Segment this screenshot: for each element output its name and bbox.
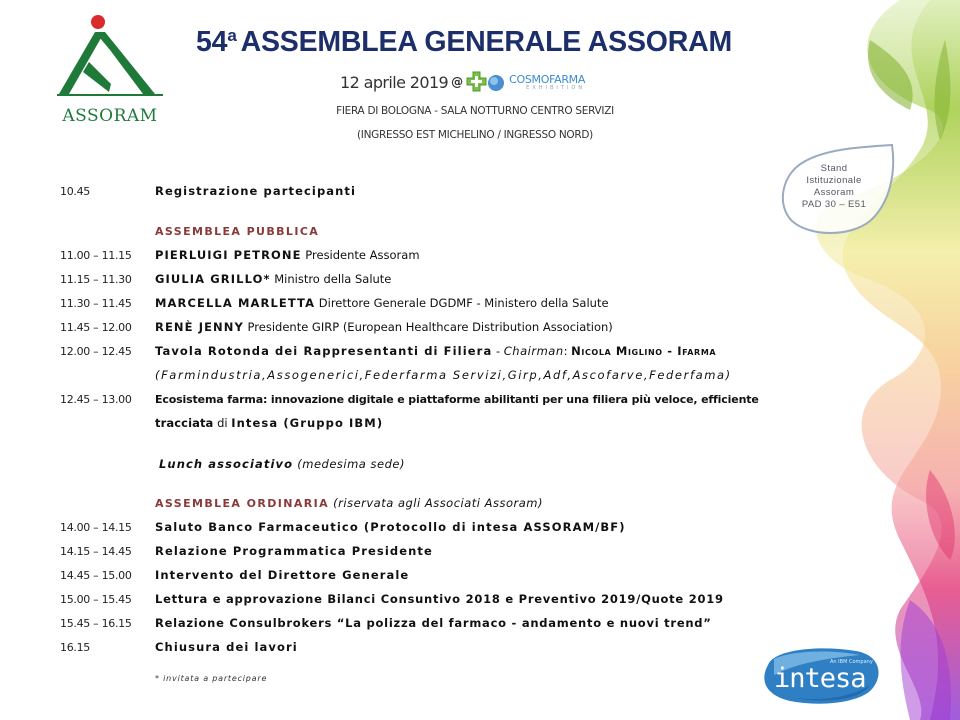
stand-line-2: Istituzionale [806,175,862,186]
lunch-note: (medesima sede) [293,457,405,471]
agenda-time: 12.45 – 13.00 [60,392,132,406]
at-symbol: @ [451,75,464,89]
agenda-time: 11.15 – 11.30 [60,272,132,286]
title-text: ASSEMBLEA GENERALE ASSORAM [240,26,733,58]
section-heading-public [60,221,319,241]
agenda-time: 14.45 – 15.00 [60,568,132,582]
round-table-participants: (Farmindustria,Assogenerici,Federfarma Servizi,Girp,Adf,Ascofarve,Federfama) [155,368,732,382]
agenda-row-ecosystem-2 [60,413,383,433]
agenda-row-ecosystem [60,389,759,409]
speaker-role: Presidente GIRP (European Healthcare Distribution Association) [243,320,613,334]
agenda-row-lunch [60,454,405,474]
event-date: 12 aprile 2019 [340,72,449,92]
cosmofarma-cross-globe-icon [466,71,506,93]
ecosystem-di: di [213,416,232,430]
speaker-role: Presidente Assoram [301,248,420,262]
agenda-time: 11.00 – 11.15 [60,248,132,262]
separator: - [492,344,504,358]
stand-callout [780,143,898,235]
speaker-name: PIERLUIGI PETRONE [155,248,302,262]
intesa-tagline: An IBM Company [830,659,873,665]
agenda-row [60,517,626,537]
speaker-name: MARCELLA MARLETTA [155,296,316,310]
date-line [340,71,585,93]
agenda-label: Relazione Consulbrokers “La polizza del farmaco - andamento e nuovi trend” [155,616,712,630]
agenda-row [60,565,409,585]
agenda-time: 11.45 – 12.00 [60,320,132,334]
agenda-row-round-table [60,341,716,361]
stand-line-4: PAD 30 – E51 [801,199,867,210]
agenda-time: 15.00 – 15.45 [60,592,132,606]
cosmofarma-name: COSMOFARMA [509,72,586,86]
agenda-label: Registrazione partecipanti [155,184,357,198]
agenda-time: 12.00 – 12.45 [60,344,132,358]
cosmofarma-sub: EXHIBITION [526,84,586,91]
assoram-a-icon [55,14,165,109]
edition-suffix: a [227,26,237,45]
speaker-role: Ministro della Salute [270,272,392,286]
agenda-label: Lettura e approvazione Bilanci Consuntivo 2018 e Preventivo 2019/Quote 2019 [155,592,724,606]
section-title: ASSEMBLEA ORDINARIA [155,497,330,510]
round-table-title: Tavola Rotonda dei Rappresentanti di Filiera [155,344,493,358]
assoram-logo-text: ASSORAM [62,106,158,126]
venue-line-2: (INGRESSO EST MICHELINO / INGRESSO NORD) [357,129,593,141]
agenda-row [60,293,609,313]
agenda-row [60,245,420,265]
agenda-label: Chiusura dei lavori [155,640,298,654]
agenda-time: 14.15 – 14.45 [60,544,132,558]
footnote-row [60,668,267,688]
agenda-label: Intervento del Direttore Generale [155,568,410,582]
chairman-label: Chairman [503,344,564,358]
venue-line-1: FIERA DI BOLOGNA - SALA NOTTURNO CENTRO SERVIZI [336,105,614,117]
assoram-logo [55,14,165,129]
agenda-row [60,317,613,337]
section-title: ASSEMBLEA PUBBLICA [155,224,320,238]
agenda-row [60,541,433,561]
edition-number: 54 [196,26,228,58]
agenda-row [60,613,712,633]
agenda-row-registration [60,181,356,201]
intesa-name: intesa [774,663,866,694]
speaker-role: Direttore Generale DGDMF - Ministero della Salute [315,296,609,310]
agenda-label: Relazione Programmatica Presidente [155,544,433,558]
cosmofarma-logo [466,71,585,93]
separator: : [563,344,572,358]
agenda-time: 14.00 – 14.15 [60,520,132,534]
ecosystem-org: Intesa (Gruppo IBM) [231,416,384,430]
stand-line-1: Stand [820,163,848,174]
agenda-time: 11.30 – 11.45 [60,296,132,310]
decorative-ribbons [780,0,960,720]
lunch-label: Lunch associativo [159,457,294,471]
agenda-label: Saluto Banco Farmaceutico (Protocollo di intesa ASSORAM/BF) [155,520,626,534]
ecosystem-title: Ecosistema farma: innovazione digitale e piattaforme abilitanti per una filiera più veloce, efficiente [155,392,759,406]
speaker-name: GIULIA GRILLO* [155,272,271,286]
section-heading-ordinary [60,493,543,513]
agenda-row-participants [60,365,732,385]
agenda-row [60,269,391,289]
page-title [196,26,732,59]
speaker-name: RENÈ JENNY [155,320,244,334]
agenda-time: 16.15 [60,640,90,654]
agenda-time: 15.45 – 16.15 [60,616,132,630]
section-note: (riservata agli Associati Assoram) [329,496,543,510]
stand-line-3: Assoram [813,187,855,198]
agenda-row [60,589,724,609]
chairman-name: Nicola Miglino - Ifarma [571,344,717,358]
agenda-row [60,637,298,657]
ecosystem-title-cont: tracciata [155,416,214,430]
footnote: * invitata a partecipare [155,673,268,683]
stand-text [790,163,878,211]
intesa-logo [760,645,882,707]
agenda-time: 10.45 [60,184,90,198]
